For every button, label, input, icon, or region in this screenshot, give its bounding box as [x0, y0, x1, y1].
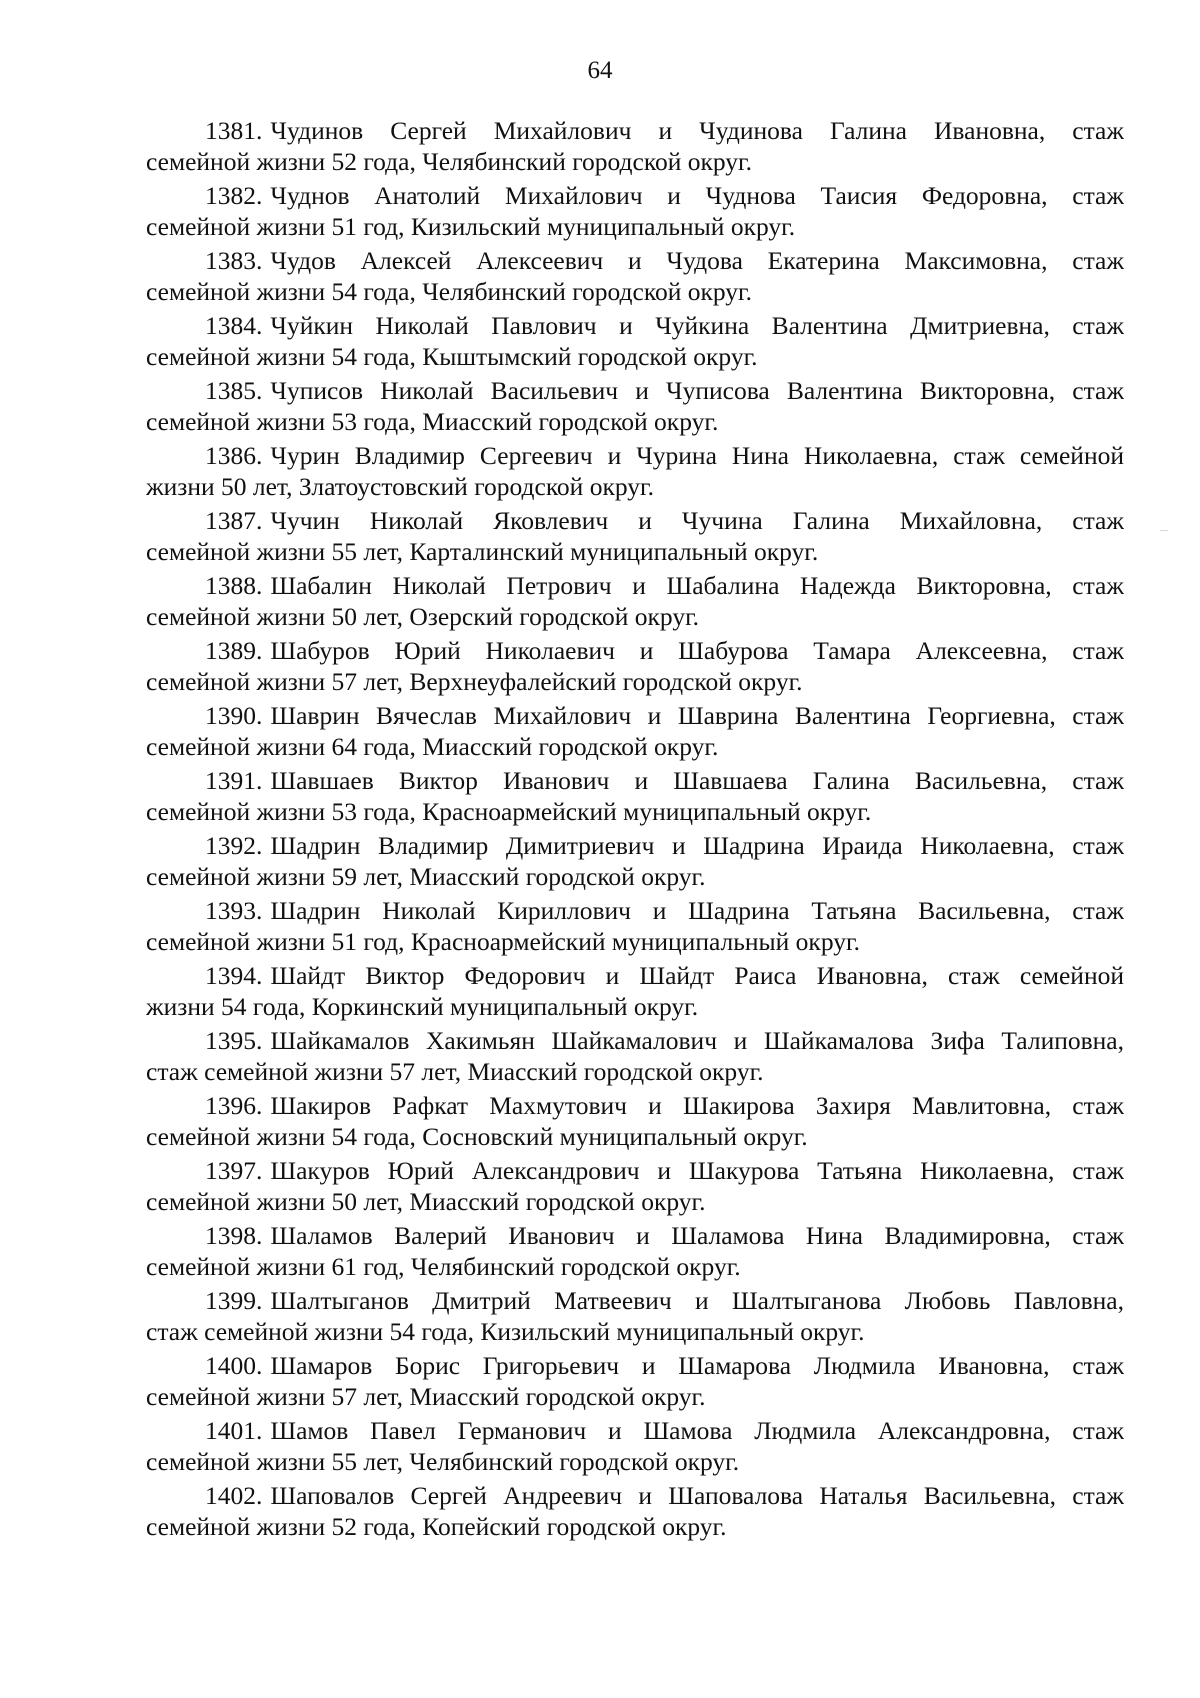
list-item — [146, 115, 1124, 180]
list-item — [146, 180, 1124, 245]
entry-first-line — [146, 440, 1124, 471]
scan-margin-mark — [1160, 530, 1168, 531]
entry-text: Шадрин Владимир Димитриевич и Шадрина Ираида Николаевна, стаж — [270, 831, 1124, 860]
entry-number: 1386. — [205, 441, 263, 470]
entry-first-line — [146, 895, 1124, 926]
entry-number: 1396. — [205, 1091, 263, 1120]
entry-continuation: семейной жизни 50 лет, Миасский городской округ. — [146, 1187, 706, 1216]
entry-number: 1398. — [205, 1221, 263, 1250]
entry-first-line — [146, 1220, 1124, 1251]
list-item — [146, 375, 1124, 440]
entry-number: 1388. — [205, 571, 263, 600]
entry-number: 1391. — [205, 766, 263, 795]
entry-text: Шабалин Николай Петрович и Шабалина Надежда Викторовна, стаж — [270, 571, 1124, 600]
list-item — [146, 440, 1124, 505]
entry-first-line — [146, 700, 1124, 731]
list-item — [146, 895, 1124, 960]
entry-number: 1387. — [205, 506, 263, 535]
list-item — [146, 700, 1124, 765]
entry-number: 1383. — [205, 246, 263, 275]
entry-text: Чудинов Сергей Михайлович и Чудинова Галина Ивановна, стаж — [270, 116, 1124, 145]
entry-continuation: семейной жизни 54 года, Челябинский городской округ. — [146, 277, 752, 306]
entry-text: Шабуров Юрий Николаевич и Шабурова Тамара Алексеевна, стаж — [270, 636, 1124, 665]
entry-continuation: семейной жизни 50 лет, Озерский городской округ. — [146, 602, 700, 631]
entry-first-line — [146, 765, 1124, 796]
entry-continuation: семейной жизни 55 лет, Карталинский муниципальный округ. — [146, 537, 819, 566]
entry-first-line — [146, 310, 1124, 341]
entry-first-line — [146, 1415, 1124, 1446]
list-item — [146, 1415, 1124, 1480]
entry-number: 1393. — [205, 896, 263, 925]
entry-number: 1390. — [205, 701, 263, 730]
entry-text: Чурин Владимир Сергеевич и Чурина Нина Николаевна, стаж семейной — [270, 441, 1124, 470]
entry-text: Чуйкин Николай Павлович и Чуйкина Валентина Дмитриевна, стаж — [270, 311, 1124, 340]
entry-continuation: семейной жизни 54 года, Кыштымский городской округ. — [146, 342, 758, 371]
entry-first-line — [146, 570, 1124, 601]
entry-first-line — [146, 635, 1124, 666]
entry-text: Шаламов Валерий Иванович и Шаламова Нина Владимировна, стаж — [270, 1221, 1124, 1250]
entry-number: 1399. — [205, 1286, 263, 1315]
entry-first-line — [146, 375, 1124, 406]
entry-number: 1401. — [205, 1416, 263, 1445]
entry-text: Шайкамалов Хакимьян Шайкамалович и Шайкамалова Зифа Талиповна, — [270, 1026, 1124, 1055]
entry-continuation: семейной жизни 59 лет, Миасский городской округ. — [146, 862, 706, 891]
entry-text: Чуписов Николай Васильевич и Чуписова Валентина Викторовна, стаж — [270, 376, 1124, 405]
list-item — [146, 310, 1124, 375]
entry-continuation: семейной жизни 53 года, Миасский городской округ. — [146, 407, 719, 436]
list-item — [146, 1090, 1124, 1155]
entry-continuation: жизни 50 лет, Златоустовский городской округ. — [146, 472, 654, 501]
entry-text: Шаповалов Сергей Андреевич и Шаповалова Наталья Васильевна, стаж — [270, 1481, 1124, 1510]
entry-number: 1382. — [205, 181, 263, 210]
list-item — [146, 1350, 1124, 1415]
page-number: 64 — [587, 57, 613, 84]
list-item — [146, 1480, 1124, 1545]
entry-first-line — [146, 180, 1124, 211]
list-item — [146, 1285, 1124, 1350]
entry-text: Шамов Павел Германович и Шамова Людмила Александровна, стаж — [270, 1416, 1124, 1445]
entry-number: 1402. — [205, 1481, 263, 1510]
entry-text: Шаврин Вячеслав Михайлович и Шаврина Валентина Георгиевна, стаж — [270, 701, 1124, 730]
entry-text: Чуднов Анатолий Михайлович и Чуднова Таисия Федоровна, стаж — [270, 181, 1124, 210]
entry-text: Чудов Алексей Алексеевич и Чудова Екатерина Максимовна, стаж — [270, 246, 1124, 275]
list-item — [146, 505, 1124, 570]
entry-continuation: семейной жизни 57 лет, Верхнеуфалейский городской округ. — [146, 667, 803, 696]
entry-number: 1400. — [205, 1351, 263, 1380]
entry-continuation: стаж семейной жизни 57 лет, Миасский городской округ. — [146, 1057, 764, 1086]
list-item — [146, 1155, 1124, 1220]
entry-text: Шавшаев Виктор Иванович и Шавшаева Галина Васильевна, стаж — [270, 766, 1124, 795]
entry-continuation: стаж семейной жизни 54 года, Кизильский муниципальный округ. — [146, 1317, 865, 1346]
entry-continuation: семейной жизни 51 год, Кизильский муниципальный округ. — [146, 212, 796, 241]
list-item — [146, 635, 1124, 700]
entry-continuation: семейной жизни 57 лет, Миасский городской округ. — [146, 1382, 706, 1411]
entry-number: 1395. — [205, 1026, 263, 1055]
entry-continuation: семейной жизни 52 года, Копейский городской округ. — [146, 1512, 727, 1541]
list-item — [146, 570, 1124, 635]
entry-first-line — [146, 1155, 1124, 1186]
entry-text: Шалтыганов Дмитрий Матвеевич и Шалтыганова Любовь Павловна, — [270, 1286, 1124, 1315]
entry-number: 1394. — [205, 961, 263, 990]
entry-text: Шакиров Рафкат Махмутович и Шакирова Захиря Мавлитовна, стаж — [270, 1091, 1124, 1120]
entry-list — [146, 115, 1124, 1545]
entry-continuation: жизни 54 года, Коркинский муниципальный округ. — [146, 992, 699, 1021]
entry-first-line — [146, 830, 1124, 861]
entry-continuation: семейной жизни 64 года, Миасский городской округ. — [146, 732, 719, 761]
entry-text: Шамаров Борис Григорьевич и Шамарова Людмила Ивановна, стаж — [270, 1351, 1124, 1380]
entry-continuation: семейной жизни 52 года, Челябинский городской округ. — [146, 147, 752, 176]
list-item — [146, 1025, 1124, 1090]
entry-text: Шакуров Юрий Александрович и Шакурова Татьяна Николаевна, стаж — [270, 1156, 1124, 1185]
entry-text: Шадрин Николай Кириллович и Шадрина Татьяна Васильевна, стаж — [270, 896, 1124, 925]
entry-first-line — [146, 115, 1124, 146]
entry-first-line — [146, 1285, 1124, 1316]
entry-continuation: семейной жизни 54 года, Сосновский муниципальный округ. — [146, 1122, 808, 1151]
entry-text: Шайдт Виктор Федорович и Шайдт Раиса Ивановна, стаж семейной — [270, 961, 1124, 990]
list-item — [146, 1220, 1124, 1285]
entry-number: 1381. — [205, 116, 263, 145]
entry-first-line — [146, 1090, 1124, 1121]
entry-number: 1384. — [205, 311, 263, 340]
list-item — [146, 830, 1124, 895]
entry-number: 1389. — [205, 636, 263, 665]
entry-text: Чучин Николай Яковлевич и Чучина Галина Михайловна, стаж — [270, 506, 1124, 535]
list-item — [146, 765, 1124, 830]
entry-first-line — [146, 245, 1124, 276]
list-item — [146, 960, 1124, 1025]
list-item — [146, 245, 1124, 310]
entry-first-line — [146, 1025, 1124, 1056]
entry-number: 1397. — [205, 1156, 263, 1185]
entry-continuation: семейной жизни 53 года, Красноармейский муниципальный округ. — [146, 797, 872, 826]
entry-number: 1385. — [205, 376, 263, 405]
entry-number: 1392. — [205, 831, 263, 860]
entry-first-line — [146, 1480, 1124, 1511]
entry-first-line — [146, 505, 1124, 536]
entry-first-line — [146, 1350, 1124, 1381]
entry-continuation: семейной жизни 51 год, Красноармейский муниципальный округ. — [146, 927, 860, 956]
entry-continuation: семейной жизни 61 год, Челябинский городской округ. — [146, 1252, 741, 1281]
entry-first-line — [146, 960, 1124, 991]
entry-continuation: семейной жизни 55 лет, Челябинский городской округ. — [146, 1447, 740, 1476]
